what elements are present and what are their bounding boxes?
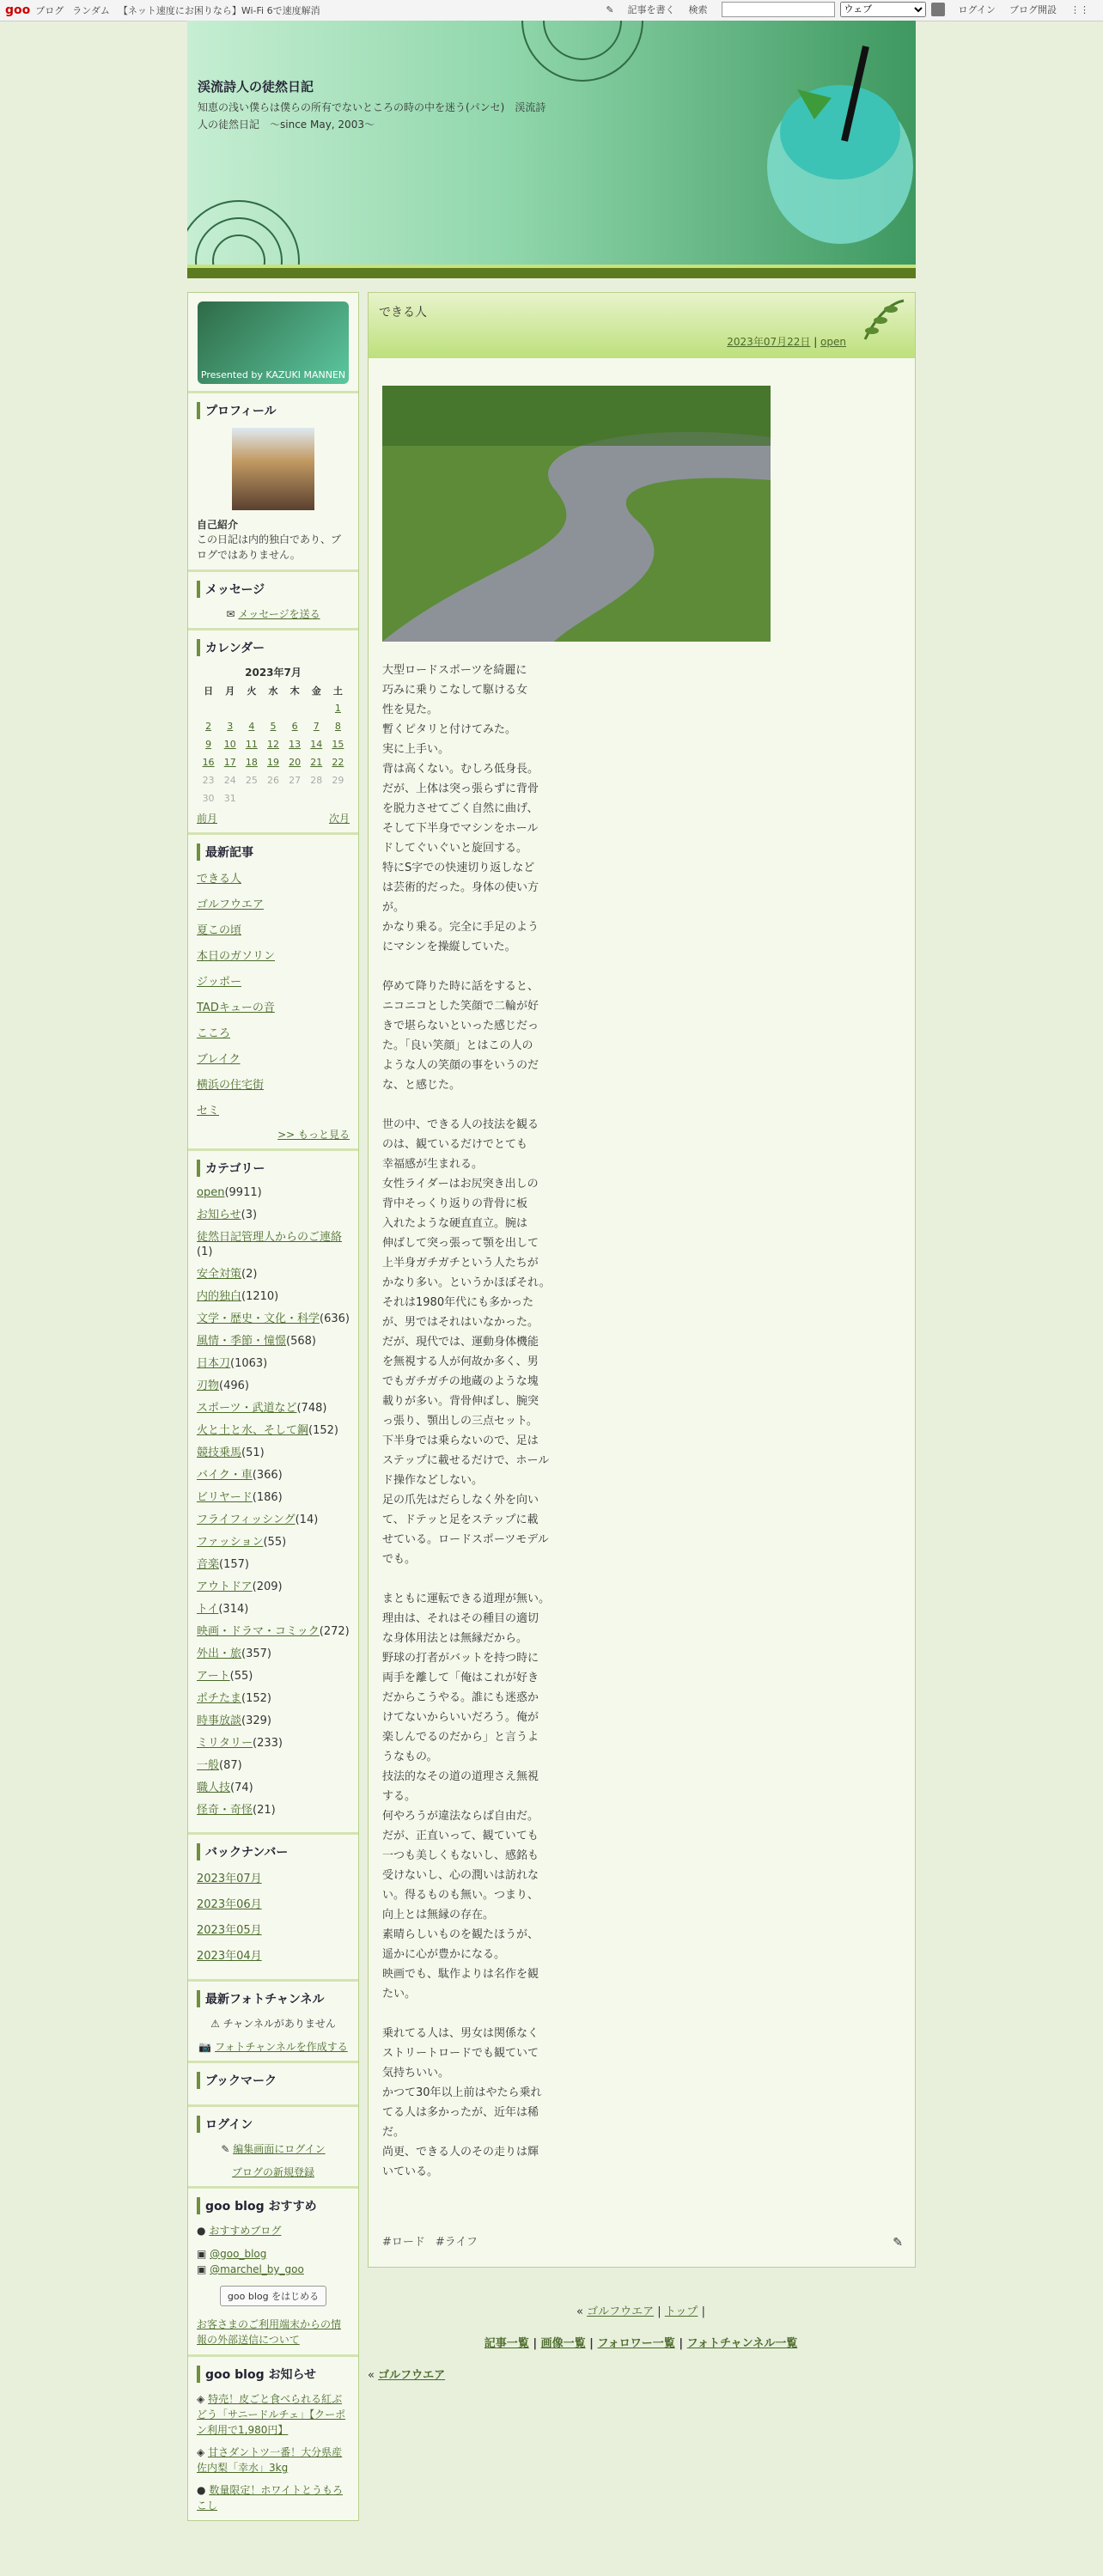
prev-entry-link[interactable]: ゴルフウエア [587,2305,655,2318]
camera-icon: 📷 [198,2041,212,2053]
cal-date [219,699,241,717]
message-heading: メッセージ [197,581,350,598]
tag-link[interactable]: #ライフ [435,2236,478,2249]
category-item [197,1468,350,1483]
category-count: (209) [252,1580,283,1593]
list-links: 記事一覧 | 画像一覧 | フォロワー一覧 | フォトチャンネル一覧 [484,2337,798,2350]
cal-date-link[interactable]: 4 [248,721,255,732]
category-item [197,1714,350,1728]
recommend-link[interactable]: おすすめブログ [209,2225,282,2237]
cal-day: 月 [225,685,235,697]
category-link[interactable]: 刃物 [197,1379,220,1392]
bottom-prev-link[interactable]: ゴルフウエア [378,2369,446,2382]
entry-body: 大型ロードスポーツを綺麗に 巧みに乗りこなして駆ける女 性を見た。 暫くピタリと付けてみた。 実に上手い。 背は高くない。むしろ低身長。 だが、上体は突っ張らずに背骨 を脱力させてごく自然に曲げ、 そして下半身でマシンをホール ドしてぐいぐいと旋回する。 特にS字での快速切り返しなど は芸術的だった。身体の使い方 が。 かなり乗る。完全に手足のよう にマシンを操縦していた。 停めて降りた時に話をすると、 ニコニコとした笑顔で二輪が好 きで堪らないといった感じだっ た。「良い笑顔」とはこの人の ような人の笑顔の事をいうのだ な、と感じた。 世の中、できる人の技法を観る のは、観ているだけでとても 幸福感が生まれる。 女性ライダーはお尻突き出しの 背中そっくり返りの背骨に板 入れたような硬直直立。腕は 伸ばして突っ張って顎を出して 上半身ガチガチという人たちが かなり多い。というかほぼそれ。 それは1980年代にも多かった が、男ではそれはいなかった。 だが、現代では、運動身体機能 を無視する人が何故か多く、男 でもガチガチの地蔵のような塊 載りが多い。背骨伸ばし、腕突 っ張り、顎出しの三点セット。 下半身では乗らないので、足は ステップに載せるだけで、ホール ド操作などしない。 足の爪先はだらしなく外を向い て、ドテッと足をステップに載 せている。ロードスポーツモデル でも。 まともに運転できる道理が無い。 理由は、それはその種目の適切 な身体用法とは無縁だから。 野球の打者がバットを持つ時に 両手を離して「俺はこれが好き だからこうやる。誰にも迷惑か けてないからいいだろう。俺が 楽しんでるのだから」と言うよ うなもの。 技法的なその道の道理さえ無視 する。 何やろうが違法ならば自由だ。 だが、正直いって、観ていても 一つも美しくもないし、感銘も 受けないし、心の潤いは訪れな い。得るものも無い。つまり、 向上とは無縁の存在。 素晴らしいものを観たほうが、 遥かに心が豊かになる。 映画でも、駄作よりは名作を観 たい。 乗れてる人は、男女は関係なく ストリートロードでも観ていて 気持ちいい。 かつて30年以上前はやたら乗れ てる人は多かったが、近年は稀 だ。 尚更、できる人のその走りは輝 いている。 [382,664,551,2178]
category-link[interactable]: お知らせ [197,1209,241,1221]
blog-banner-image[interactable] [198,301,349,384]
category-count: (21) [253,1804,276,1817]
recent-articles-box [188,835,358,1151]
category-item [197,1208,350,1222]
category-link[interactable]: 映画・ドラマ・コミック [197,1625,320,1638]
category-item [197,1758,350,1773]
backnumber-link[interactable]: 2023年04月 [197,1950,262,1963]
category-count: (152) [308,1424,338,1437]
category-item [197,1490,350,1505]
category-link[interactable]: アウトドア [197,1580,253,1593]
category-item [197,1736,350,1751]
category-link[interactable]: 徒然日記管理人からのご連絡 [197,1231,343,1244]
main-entry [368,292,916,2268]
category-link[interactable]: スポーツ・武道など [197,1402,297,1415]
category-link[interactable]: 一般 [197,1759,220,1772]
banner-caption: Presented by KAZUKI MANNEN [200,369,346,381]
login-box [188,2107,358,2189]
cal-date [306,789,327,807]
envelope-icon: ✉ [226,608,235,620]
category-item [197,1803,350,1818]
category-count: (9911) [224,1186,262,1199]
cal-date: 31 [223,793,236,804]
category-item [197,1312,350,1326]
leaf-ornament-icon [856,296,908,348]
category-link[interactable]: 火と土と水、そして鋼 [197,1424,309,1437]
entry-footer [368,2302,914,2382]
recent-article-link[interactable]: ジッポー [197,976,242,989]
twitter-icon: ▣ [197,2263,207,2275]
cal-date: 29 [332,775,344,786]
calendar-table [198,681,349,807]
category-link[interactable]: open [197,1186,225,1199]
category-link[interactable]: 日本刀 [197,1357,231,1370]
blog-title[interactable]: 渓流詩人の徒然日記 [198,79,314,94]
next-month-link[interactable]: 次月 [328,813,350,825]
cal-day: 火 [247,685,257,697]
cal-date [241,789,262,807]
profile-text: この日記は内的独白であり、ブログではありません。 [197,533,342,561]
category-box [188,1151,358,1835]
category-item [197,1557,350,1572]
category-count: (51) [241,1446,265,1459]
calendar-month: 2023年7月 [245,667,302,679]
bookmark-heading: ブックマーク [197,2072,350,2089]
send-message-link[interactable]: メッセージを送る [238,608,320,620]
entry-meta [727,334,846,349]
article-list-link[interactable]: 記事一覧 [484,2337,529,2350]
pencil-icon: ✎ [606,3,614,15]
category-item [197,1230,350,1259]
cal-date-link[interactable]: 16 [202,757,215,768]
backnumber-box [188,1835,358,1982]
category-item [197,1580,350,1594]
news-link[interactable]: 甘さダントツ一番！大分県産佐内梨「幸水」3kg [197,2446,343,2474]
photo-channel-box [188,1982,358,2063]
profile-name: 自己紹介 [197,519,239,531]
category-count: (1063) [230,1357,268,1370]
recent-heading: 最新記事 [197,843,350,861]
tag-link[interactable]: #ロード [382,2236,425,2249]
gift-icon: ◈ [197,2446,205,2458]
cal-date-link[interactable]: 5 [270,721,277,732]
news-link[interactable]: 特売！皮ごと食べられる紅ぶどう「サニードルチェ」【クーポン利用で1,980円】 [197,2393,346,2436]
recent-article-link[interactable]: こころ [197,1027,231,1040]
category-link[interactable]: ポチたま [197,1692,242,1705]
external-transmission-link[interactable]: お客さまのご利用端末からの情報の外部送信について [197,2318,342,2346]
cal-date-link[interactable]: 18 [245,757,258,768]
category-count: (55) [263,1536,287,1549]
category-item [197,1535,350,1550]
cal-date-link[interactable]: 9 [205,739,212,750]
cal-date [262,789,283,807]
recent-article-link[interactable]: できる人 [197,873,242,886]
entry-nav: « ゴルフウエア | トップ | [576,2305,705,2318]
write-article-link[interactable]: 記事を書く [627,4,675,15]
more-articles-link[interactable]: >> もっと見る [277,1129,350,1141]
recent-article-link[interactable]: TADキューの音 [197,1002,275,1014]
category-link[interactable]: フライフィッシング [197,1513,296,1526]
pencil-icon: ✎ [221,2143,230,2155]
category-link[interactable]: 時事放談 [197,1714,242,1727]
category-item [197,1669,350,1684]
calendar-heading: カレンダー [197,639,350,656]
blog-header [187,21,916,278]
cal-date-link[interactable]: 8 [334,721,341,732]
category-item [197,1267,350,1282]
cal-day: 金 [311,685,321,697]
cal-date-link[interactable]: 2 [205,721,212,732]
category-count: (157) [219,1558,249,1571]
cal-day: 日 [204,685,214,697]
cal-date-link[interactable]: 1 [334,703,341,714]
category-count: (366) [252,1469,283,1482]
category-link[interactable]: 風情・季節・憧憬 [197,1335,287,1348]
lace-ornament-top [471,21,694,89]
cal-date-link[interactable]: 12 [266,739,279,750]
category-heading: カテゴリー [197,1160,350,1177]
category-count: (186) [252,1491,283,1504]
recommend-box [188,2189,358,2357]
cal-date: 28 [310,775,323,786]
photo-channel-heading: 最新フォトチャンネル [197,1990,350,2007]
category-count: (14) [295,1513,319,1526]
category-count: (2) [241,1268,258,1281]
goo-logo[interactable]: goo [5,3,31,17]
category-link[interactable]: バイク・車 [197,1469,253,1482]
topbar-link-ad[interactable]: 【ネット速度にお困りなら】Wi-Fi 6で速度解消 [118,5,320,16]
profile-box [188,393,358,572]
category-link[interactable]: ミリタリー [197,1737,253,1750]
category-item [197,1624,350,1639]
cal-date [327,789,349,807]
top-bar [0,0,1103,21]
cal-date-link[interactable]: 19 [266,757,279,768]
category-count: (152) [241,1692,271,1705]
cal-day: 木 [289,685,300,697]
category-link[interactable]: 安全対策 [197,1268,242,1281]
category-link[interactable]: 内的独白 [197,1290,242,1303]
lace-ornament-left [187,175,359,278]
image-list-link[interactable]: 画像一覧 [540,2337,586,2350]
recommend-heading: goo blog おすすめ [197,2197,350,2214]
category-count: (357) [241,1647,271,1660]
category-link[interactable]: 怪奇・奇怪 [197,1804,253,1817]
recent-article-link[interactable]: セミ [197,1105,220,1117]
cal-date-link[interactable]: 11 [245,739,258,750]
search-input[interactable] [722,2,835,17]
category-item [197,1513,350,1527]
cal-date: 26 [266,775,279,786]
category-link[interactable]: ビリヤード [197,1491,253,1504]
cal-date-link[interactable]: 20 [289,757,302,768]
category-link[interactable]: 競技乗馬 [197,1446,242,1459]
category-link[interactable]: 外出・旅 [197,1647,242,1660]
login-heading: ログイン [197,2116,350,2133]
bottom-prev: « ゴルフウエア [368,2369,446,2382]
entry-category-link[interactable]: open [820,336,846,348]
edit-pencil-icon[interactable]: ✎ [893,2236,903,2250]
category-count: (87) [219,1759,242,1772]
open-blog-link[interactable]: ブログ開設 [1009,4,1057,15]
diamond-icon: ◈ [197,2393,205,2405]
grid-menu-icon[interactable]: ⋮⋮ [1070,3,1089,15]
recent-article-link[interactable]: 横浜の住宅街 [197,1079,265,1092]
category-link[interactable]: アート [197,1670,230,1683]
prev-month-link[interactable]: 前月 [197,813,218,825]
message-box [188,572,358,630]
category-item [197,1602,350,1617]
category-count: (314) [218,1603,249,1616]
category-link[interactable]: 職人技 [197,1781,231,1794]
login-link[interactable]: ログイン [958,4,996,15]
cal-date: 30 [202,793,215,804]
twitter-link-goo-blog[interactable]: @goo_blog [210,2248,267,2260]
cal-date [284,699,306,717]
category-link[interactable]: 文学・歴史・文化・科学 [197,1312,320,1325]
sun-icon: ● [197,2484,206,2496]
news-link[interactable]: 数量限定！ホワイトとうもろこし [197,2484,343,2512]
cal-date [241,699,262,717]
entry-date-link[interactable]: 2023年07月22日 [727,336,811,348]
category-item [197,1691,350,1706]
search-label: 検索 [688,4,708,15]
category-item [197,1423,350,1438]
cal-day: 土 [332,685,343,697]
cal-date-link[interactable]: 15 [332,739,344,750]
cal-date-link[interactable]: 22 [332,757,344,768]
category-count: (233) [253,1737,283,1750]
recent-article-link[interactable]: ブレイク [197,1053,241,1066]
backnumber-heading: バックナンバー [197,1843,350,1860]
calendar-box [188,630,358,835]
bookmark-box [188,2063,358,2107]
cal-date [284,789,306,807]
category-item [197,1289,350,1304]
twitter-icon: ▣ [197,2248,207,2260]
category-item [197,1334,350,1349]
category-count: (329) [241,1714,271,1727]
create-channel-link[interactable]: フォトチャンネルを作成する [215,2041,348,2053]
category-item [197,1185,350,1200]
cal-date-link[interactable]: 6 [291,721,298,732]
backnumber-link[interactable]: 2023年07月 [197,1873,262,1885]
edit-login-link[interactable]: 編集画面にログイン [233,2143,326,2155]
category-link[interactable]: 音楽 [197,1558,220,1571]
topbar-link-random[interactable]: ランダム [72,5,110,16]
meta-separator: | [810,336,821,348]
twitter-link-marchel[interactable]: @marchel_by_goo [210,2263,304,2275]
avatar [232,428,314,510]
cal-date [306,699,327,717]
category-item [197,1401,350,1416]
cal-date-link[interactable]: 17 [223,757,236,768]
category-item [197,1356,350,1371]
category-count: (636) [320,1312,350,1325]
cal-date: 24 [223,775,236,786]
shaved-ice-glass-image [746,38,916,270]
topbar-link-blog[interactable]: ブログ [35,5,64,16]
warning-icon: ⚠ [210,2018,220,2030]
cal-date [262,699,283,717]
cal-date: 27 [289,775,302,786]
follower-list-link[interactable]: フォロワー一覧 [597,2337,675,2350]
category-count: (1210) [241,1290,279,1303]
category-item [197,1379,350,1393]
cal-date-link[interactable]: 21 [310,757,323,768]
entry-tags [382,2232,488,2249]
register-link[interactable]: ブログの新規登録 [231,2166,314,2178]
cal-date-link[interactable]: 13 [289,739,302,750]
category-item [197,1781,350,1795]
recent-article-link[interactable]: 本日のガソリン [197,950,276,963]
entry-title: できる人 [379,306,427,320]
cal-date [198,699,219,717]
news-box [188,2357,358,2520]
start-goo-blog-button[interactable]: goo blog をはじめる [220,2286,326,2306]
bulb-icon: ● [197,2225,206,2237]
cal-date-link[interactable]: 10 [223,739,236,750]
top-link[interactable]: トップ [664,2305,698,2318]
cal-date: 23 [202,775,215,786]
category-count: (748) [296,1402,327,1415]
search-scope-select[interactable] [840,2,926,17]
blog-description: 知恵の浅い僕らは僕らの所有でないところの時の中を迷う(パンセ) 渓流詩人の徒然日記 ～since May, 2003～ [198,101,546,131]
cal-date-link[interactable]: 14 [310,739,323,750]
category-item [197,1446,350,1460]
cal-date: 25 [245,775,258,786]
left-sidebar [187,292,359,2521]
cal-date-link[interactable]: 3 [227,721,234,732]
category-link[interactable]: トイ [197,1603,219,1616]
category-count: (1) [197,1245,213,1258]
profile-heading: プロフィール [197,402,350,419]
category-count: (74) [230,1781,253,1794]
recent-article-link[interactable]: 夏この頃 [197,924,242,937]
photo-channel-list-link[interactable]: フォトチャンネル一覧 [686,2337,798,2350]
cal-day: 水 [268,685,278,697]
header-rail [187,268,916,278]
no-channel-text: チャンネルがありません [222,2018,336,2030]
category-item [197,1647,350,1661]
category-count: (3) [241,1209,258,1221]
category-count: (272) [319,1625,350,1638]
sidebar-logo-box [188,293,358,393]
search-button[interactable] [931,3,945,16]
cal-date-link[interactable]: 7 [313,721,320,732]
category-count: (55) [229,1670,253,1683]
category-link[interactable]: ファッション [197,1536,264,1549]
category-count: (568) [286,1335,316,1348]
backnumber-link[interactable]: 2023年05月 [197,1924,262,1937]
backnumber-link[interactable]: 2023年06月 [197,1898,262,1911]
recent-article-link[interactable]: ゴルフウエア [197,898,265,911]
winding-road-photo[interactable] [382,386,771,642]
entry-header [369,293,915,358]
category-count: (496) [219,1379,249,1392]
news-heading: goo blog お知らせ [197,2366,350,2383]
